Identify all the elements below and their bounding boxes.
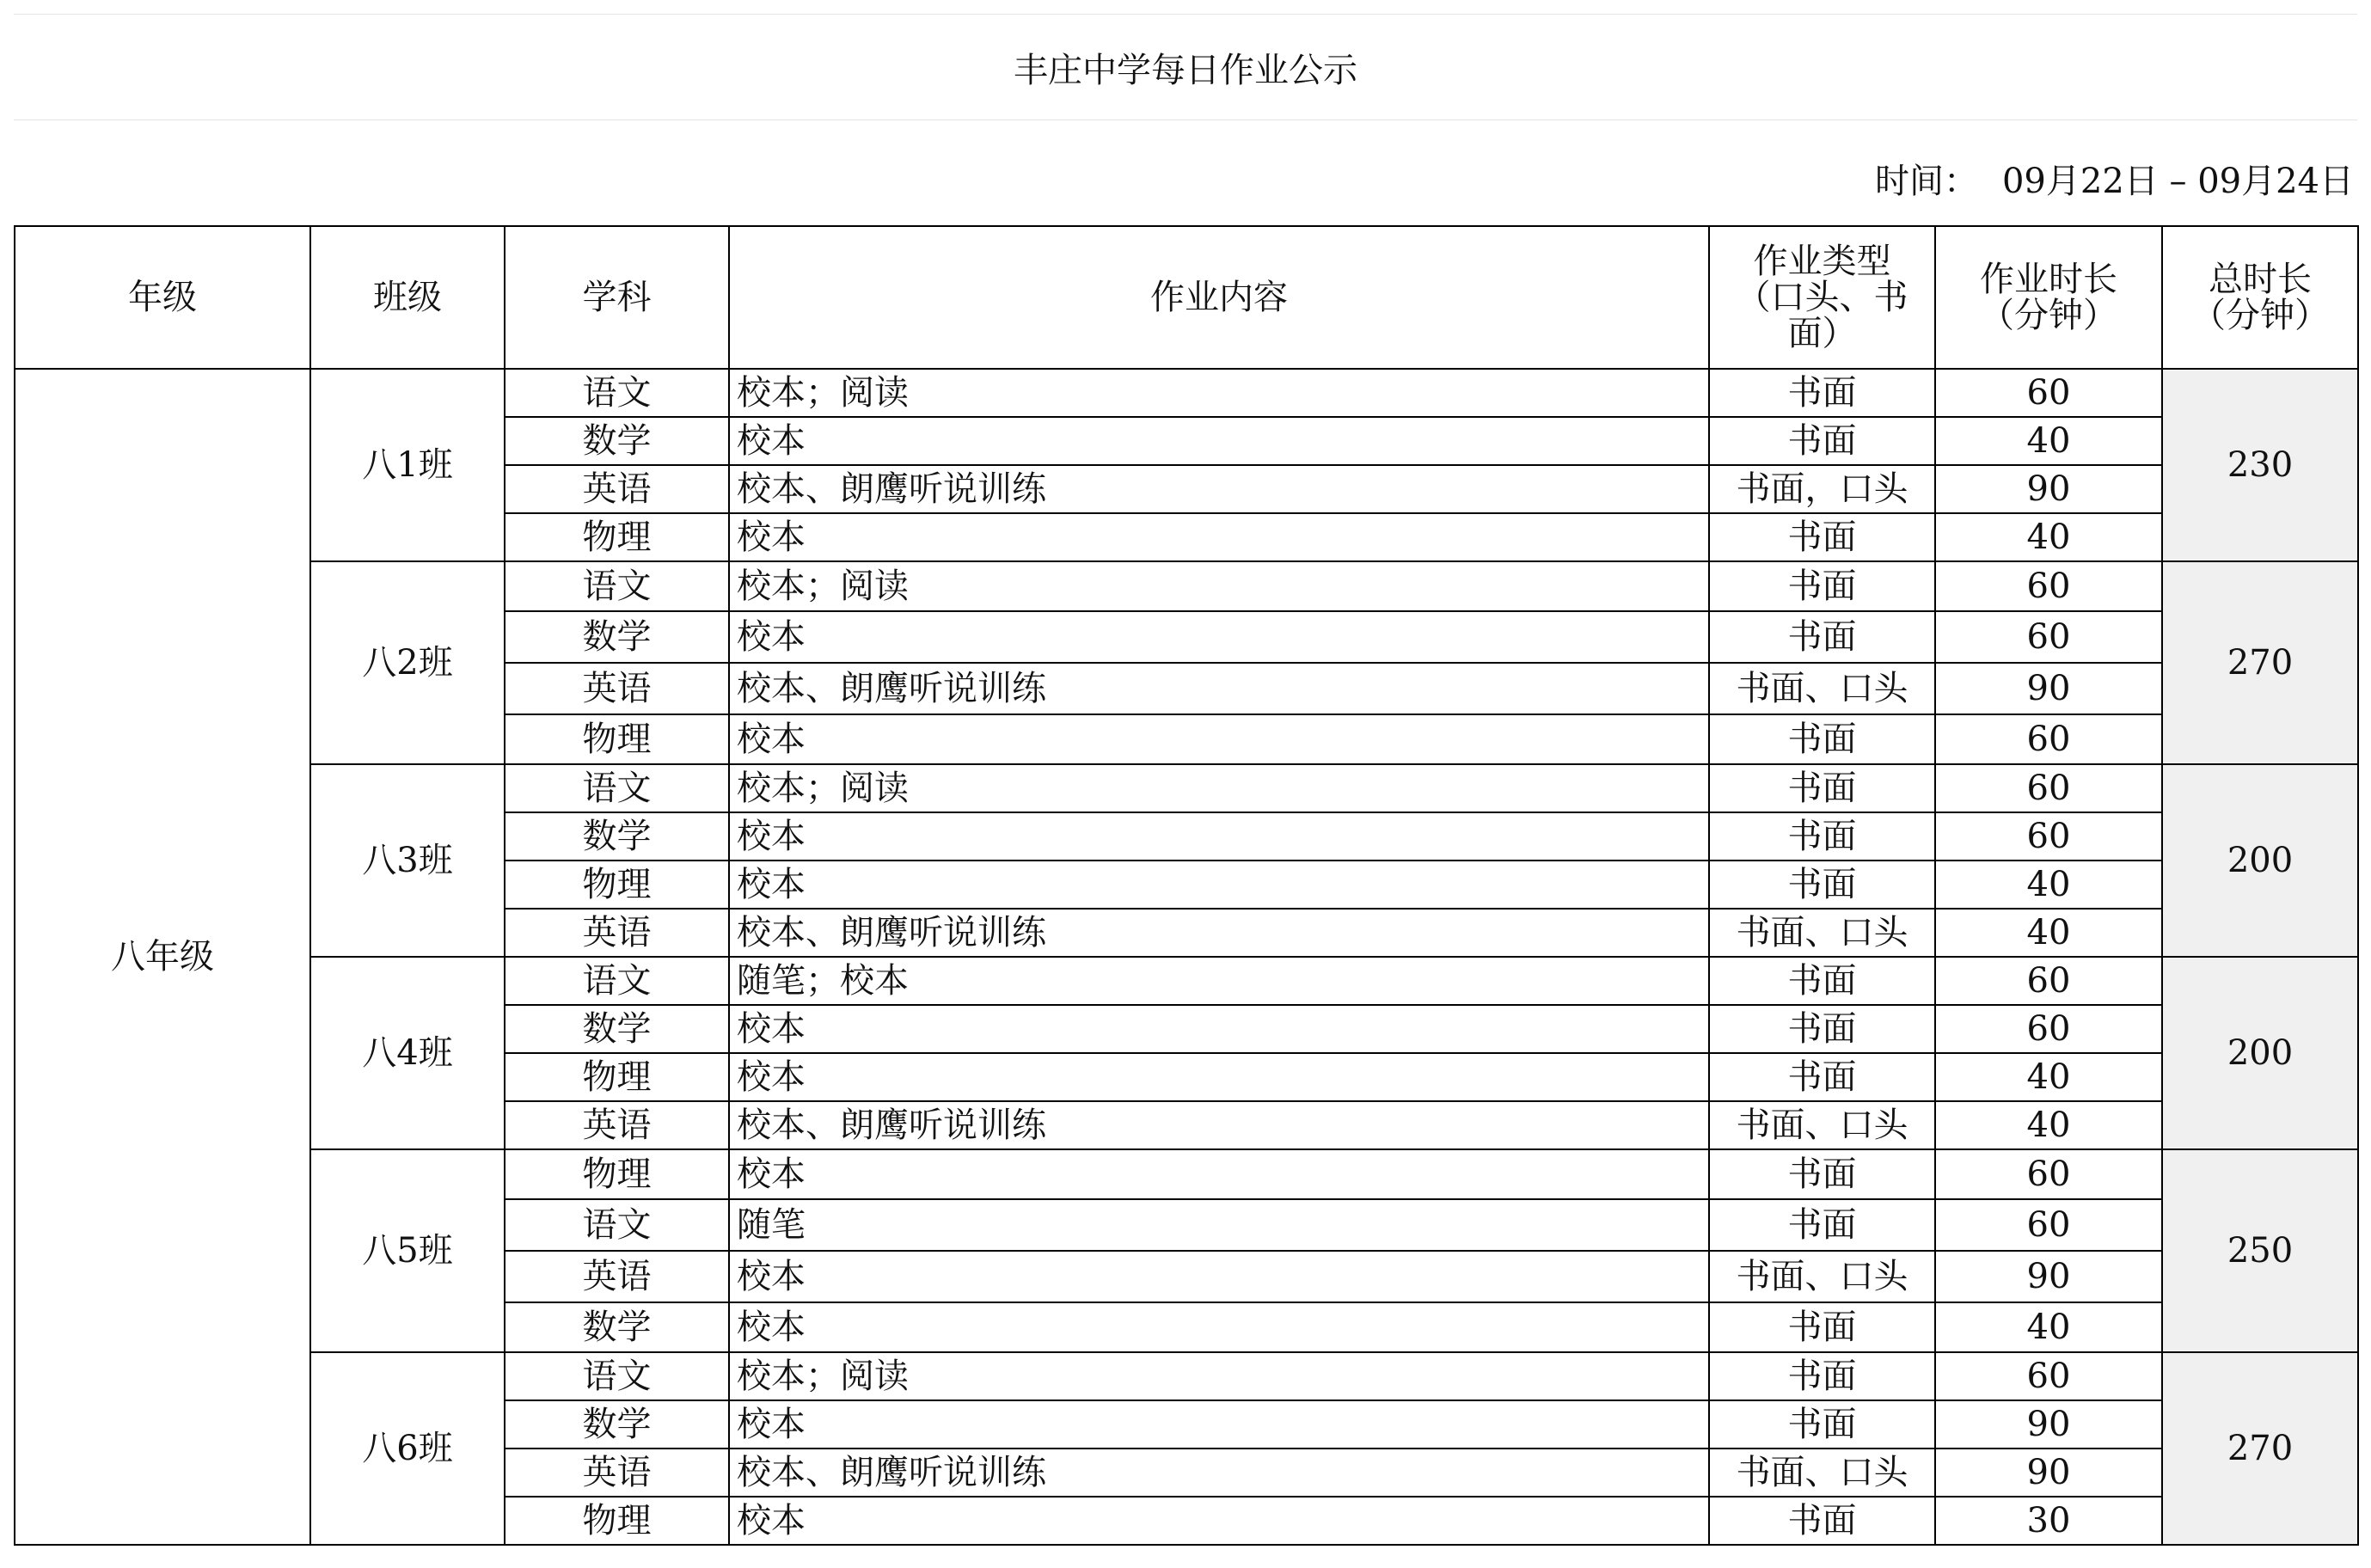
type-cell: 书面 bbox=[1709, 369, 1935, 417]
sheet-title-row bbox=[14, 14, 2357, 120]
class-cell: 八5班 bbox=[310, 1149, 505, 1352]
minutes-cell: 60 bbox=[1935, 561, 2162, 611]
class-cell: 八2班 bbox=[310, 561, 505, 764]
minutes-cell: 60 bbox=[1935, 1005, 2162, 1053]
subject-cell: 物理 bbox=[505, 861, 729, 909]
minutes-cell: 90 bbox=[1935, 465, 2162, 513]
content-cell: 校本 bbox=[729, 1302, 1709, 1352]
header-duration bbox=[1935, 226, 2162, 369]
content-cell: 校本 bbox=[729, 611, 1709, 663]
homework-sheet bbox=[14, 14, 2357, 1546]
content-cell: 校本、朗鹰听说训练 bbox=[729, 663, 1709, 714]
date-range: 09月22日 – 09月24日 bbox=[2001, 162, 2354, 201]
total-cell: 270 bbox=[2162, 561, 2358, 764]
type-cell: 书面，口头 bbox=[1709, 465, 1935, 513]
header-class: 班级 bbox=[310, 226, 505, 369]
type-cell: 书面 bbox=[1709, 1302, 1935, 1352]
type-cell: 书面、口头 bbox=[1709, 663, 1935, 714]
type-cell: 书面 bbox=[1709, 513, 1935, 561]
minutes-cell: 90 bbox=[1935, 1400, 2162, 1449]
table-row bbox=[15, 561, 2358, 611]
minutes-cell: 40 bbox=[1935, 417, 2162, 465]
type-cell: 书面 bbox=[1709, 417, 1935, 465]
subject-cell: 数学 bbox=[505, 417, 729, 465]
content-cell: 校本 bbox=[729, 1251, 1709, 1302]
type-cell: 书面 bbox=[1709, 812, 1935, 861]
type-cell: 书面 bbox=[1709, 1149, 1935, 1199]
header-type bbox=[1709, 226, 1935, 369]
minutes-cell: 40 bbox=[1935, 1101, 2162, 1149]
minutes-cell: 60 bbox=[1935, 812, 2162, 861]
table-row bbox=[15, 764, 2358, 812]
subject-cell: 数学 bbox=[505, 1005, 729, 1053]
content-cell: 校本 bbox=[729, 1149, 1709, 1199]
subject-cell: 数学 bbox=[505, 611, 729, 663]
header-type-line: 面） bbox=[1787, 314, 1857, 353]
header-content: 作业内容 bbox=[729, 226, 1709, 369]
content-cell: 校本、朗鹰听说训练 bbox=[729, 1449, 1709, 1497]
total-cell: 200 bbox=[2162, 957, 2358, 1149]
subject-cell: 英语 bbox=[505, 465, 729, 513]
content-cell: 校本、朗鹰听说训练 bbox=[729, 1101, 1709, 1149]
subject-cell: 语文 bbox=[505, 369, 729, 417]
type-cell: 书面 bbox=[1709, 1497, 1935, 1545]
type-cell: 书面 bbox=[1709, 1199, 1935, 1251]
total-cell: 250 bbox=[2162, 1149, 2358, 1352]
subject-cell: 物理 bbox=[505, 1053, 729, 1101]
minutes-cell: 40 bbox=[1935, 861, 2162, 909]
header-type-line: （口头、书 bbox=[1736, 278, 1908, 317]
subject-cell: 英语 bbox=[505, 909, 729, 957]
date-row bbox=[14, 120, 2357, 225]
minutes-cell: 60 bbox=[1935, 764, 2162, 812]
minutes-cell: 60 bbox=[1935, 714, 2162, 764]
subject-cell: 语文 bbox=[505, 561, 729, 611]
minutes-cell: 30 bbox=[1935, 1497, 2162, 1545]
content-cell: 随笔 bbox=[729, 1199, 1709, 1251]
type-cell: 书面 bbox=[1709, 1005, 1935, 1053]
subject-cell: 语文 bbox=[505, 957, 729, 1005]
content-cell: 校本 bbox=[729, 417, 1709, 465]
table-row bbox=[15, 1352, 2358, 1400]
type-cell: 书面 bbox=[1709, 714, 1935, 764]
subject-cell: 英语 bbox=[505, 1101, 729, 1149]
content-cell: 校本；阅读 bbox=[729, 764, 1709, 812]
minutes-cell: 60 bbox=[1935, 1149, 2162, 1199]
minutes-cell: 60 bbox=[1935, 957, 2162, 1005]
subject-cell: 数学 bbox=[505, 812, 729, 861]
header-duration-line: （分钟） bbox=[1980, 296, 2117, 335]
grade-cell: 八年级 bbox=[15, 369, 310, 1545]
type-cell: 书面 bbox=[1709, 611, 1935, 663]
subject-cell: 英语 bbox=[505, 1449, 729, 1497]
content-cell: 校本 bbox=[729, 1053, 1709, 1101]
content-cell: 校本 bbox=[729, 1497, 1709, 1545]
table-body bbox=[15, 369, 2358, 1545]
minutes-cell: 40 bbox=[1935, 909, 2162, 957]
subject-cell: 物理 bbox=[505, 714, 729, 764]
type-cell: 书面 bbox=[1709, 764, 1935, 812]
content-cell: 随笔；校本 bbox=[729, 957, 1709, 1005]
total-cell: 200 bbox=[2162, 764, 2358, 957]
content-cell: 校本 bbox=[729, 513, 1709, 561]
content-cell: 校本 bbox=[729, 1400, 1709, 1449]
minutes-cell: 60 bbox=[1935, 1352, 2162, 1400]
table-row bbox=[15, 369, 2358, 417]
date-label: 时间： bbox=[1874, 162, 1978, 201]
minutes-cell: 90 bbox=[1935, 1251, 2162, 1302]
header-row bbox=[15, 226, 2358, 369]
type-cell: 书面、口头 bbox=[1709, 909, 1935, 957]
content-cell: 校本 bbox=[729, 812, 1709, 861]
header-duration-line: 作业时长 bbox=[1980, 260, 2117, 299]
subject-cell: 语文 bbox=[505, 1199, 729, 1251]
subject-cell: 数学 bbox=[505, 1302, 729, 1352]
subject-cell: 语文 bbox=[505, 1352, 729, 1400]
sheet-title: 丰庄中学每日作业公示 bbox=[1014, 50, 1357, 90]
minutes-cell: 60 bbox=[1935, 369, 2162, 417]
minutes-cell: 60 bbox=[1935, 1199, 2162, 1251]
subject-cell: 语文 bbox=[505, 764, 729, 812]
header-total bbox=[2162, 226, 2358, 369]
table-row bbox=[15, 957, 2358, 1005]
type-cell: 书面 bbox=[1709, 861, 1935, 909]
content-cell: 校本 bbox=[729, 861, 1709, 909]
subject-cell: 物理 bbox=[505, 1149, 729, 1199]
content-cell: 校本、朗鹰听说训练 bbox=[729, 465, 1709, 513]
minutes-cell: 90 bbox=[1935, 1449, 2162, 1497]
total-cell: 230 bbox=[2162, 369, 2358, 561]
homework-table bbox=[14, 225, 2359, 1546]
minutes-cell: 40 bbox=[1935, 513, 2162, 561]
type-cell: 书面、口头 bbox=[1709, 1449, 1935, 1497]
type-cell: 书面、口头 bbox=[1709, 1251, 1935, 1302]
minutes-cell: 40 bbox=[1935, 1302, 2162, 1352]
subject-cell: 英语 bbox=[505, 663, 729, 714]
content-cell: 校本；阅读 bbox=[729, 561, 1709, 611]
content-cell: 校本；阅读 bbox=[729, 369, 1709, 417]
subject-cell: 英语 bbox=[505, 1251, 729, 1302]
content-cell: 校本；阅读 bbox=[729, 1352, 1709, 1400]
class-cell: 八1班 bbox=[310, 369, 505, 561]
header-grade: 年级 bbox=[15, 226, 310, 369]
header-total-line: （分钟） bbox=[2191, 296, 2329, 335]
type-cell: 书面、口头 bbox=[1709, 1101, 1935, 1149]
header-subject: 学科 bbox=[505, 226, 729, 369]
header-total-line: 总时长 bbox=[2209, 260, 2312, 299]
class-cell: 八4班 bbox=[310, 957, 505, 1149]
minutes-cell: 90 bbox=[1935, 663, 2162, 714]
minutes-cell: 60 bbox=[1935, 611, 2162, 663]
content-cell: 校本、朗鹰听说训练 bbox=[729, 909, 1709, 957]
type-cell: 书面 bbox=[1709, 561, 1935, 611]
content-cell: 校本 bbox=[729, 714, 1709, 764]
type-cell: 书面 bbox=[1709, 1400, 1935, 1449]
content-cell: 校本 bbox=[729, 1005, 1709, 1053]
minutes-cell: 40 bbox=[1935, 1053, 2162, 1101]
type-cell: 书面 bbox=[1709, 1352, 1935, 1400]
total-cell: 270 bbox=[2162, 1352, 2358, 1545]
subject-cell: 物理 bbox=[505, 1497, 729, 1545]
subject-cell: 物理 bbox=[505, 513, 729, 561]
type-cell: 书面 bbox=[1709, 957, 1935, 1005]
table-row bbox=[15, 1149, 2358, 1199]
type-cell: 书面 bbox=[1709, 1053, 1935, 1101]
class-cell: 八6班 bbox=[310, 1352, 505, 1545]
class-cell: 八3班 bbox=[310, 764, 505, 957]
subject-cell: 数学 bbox=[505, 1400, 729, 1449]
header-type-line: 作业类型 bbox=[1753, 242, 1891, 281]
